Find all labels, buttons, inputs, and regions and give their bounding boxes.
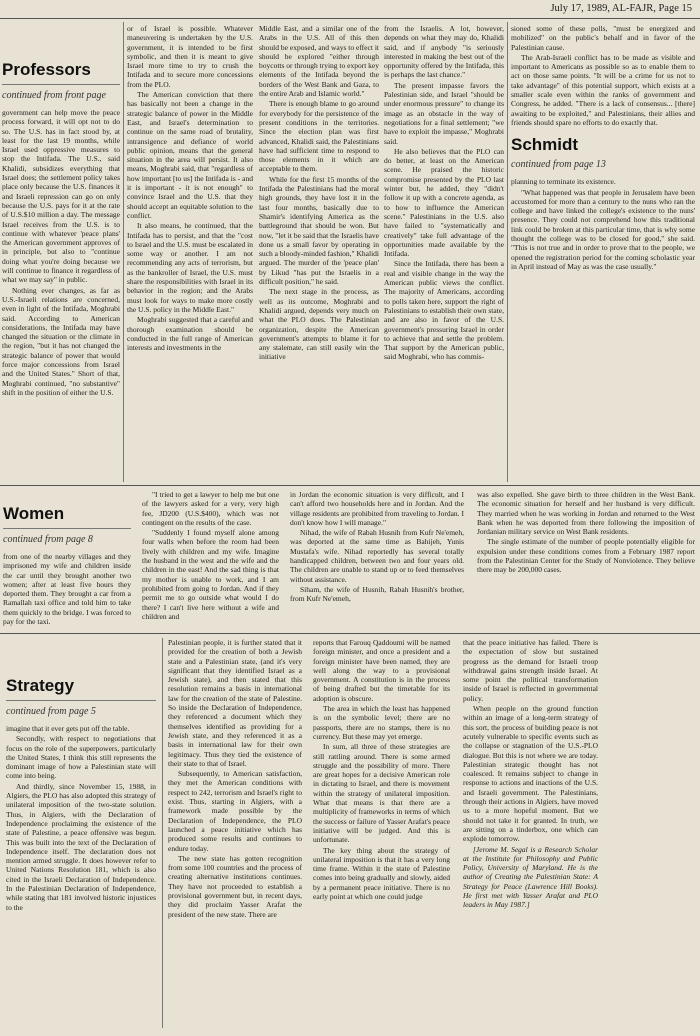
strategy-paragraph: The new state has gotten recognition from some 100 countries and the process of creating alternative institutions continues. They have not proceeded to establish a provisional government but, in recent days, they did proclaim Yasser Arafat the president of the new state. There are [168,853,302,919]
strategy-continued: continued from page 5 [6,706,96,717]
strategy-paragraph: The key thing about the strategy of unilateral imposition is that it has a very long time frame. Within it the state of Palestine comes into being gradually and slowly, aided by a permanent peace initiative. There is no early point at which one could judge [313,845,450,902]
women-paragraph: from one of the nearby villages and they imprisoned my wife and children inside the car until they brought another two women; after at least five hours they deported them. They brought a car from a Ramallah taxi office and told him to take them quickly to the bridge. I was forced to pay for the taxi. [3,552,131,627]
strategy-column-4 [463,638,598,1026]
women-paragraph: was also expelled. She gave birth to three children in the West Bank. The economic situation for herself and her husband is very difficult. They married when he was working in Jordan and returned to the West Bank when he was deported from there following the imposition of Jordanian military service on West Bank residents. [477,490,695,537]
page-dateline: July 17, 1989, AL-FAJR, Page 15 [550,3,692,14]
professors-paragraph: He also believes that the PLO can do better, at least on the American scene. He praised the historic compromise presented by the PLO last winter but, he added, they "didn't follow it up with a concrete agenda, as to how to influence the American scene." Palestinians in the U.S. also have failed to "systematically and creatively" take full advantage of the opportunities made available by the Intifada. [384,146,504,259]
section-rule [0,485,700,486]
women-paragraph: Nihad, the wife of Rabah Husnih from Kufr Ne'emeh, was deported at the same time as Bahijeh, Yunis Mustafa's wife. Nihad reportedly has several totally handicapped children, between two and four years old. The children are unable to stand up or to feed themselves without assistance. [290,528,464,584]
schmidt-paragraph: "What happened was that people in Jerusalem have been accustomed for more than a century to the nuns who ran the college and have linked the college's existence to the nuns' presence. They could not comprehend how this traditional link could be broken at this particular time, that is why some thought the college was to be closed for good," she said. "This is not true and in order to prove that to the people, we opened the registration period for the coming scholastic year in April instead of May as was the case usually." [511,187,695,271]
professors-paragraph: or of Israel is possible. Whatever maneuvering is undertaken by the U.S. government, it is intended to be first symbolic, and then it is meant to give Israel more time to try to crush the Intifada and to secure more concessions from the PLO. [127,24,253,89]
professors-column-5 [511,24,695,482]
professors-paragraph: Middle East, and a similar one of the Arabs in the U.S. All of this then should be exposed, and ways to effect it should be explored "either through boycotts or through trying to export key elements of the Intifada beyond the borders of the West Bank and Gaza, to the entire Arab and Islamic world." [259,24,379,99]
professors-paragraph: Since the Intifada, there has been a real and visible change in the way the American public views the conflict. The majority of Americans, according to polls taken here, support the right of Palestinians to establish their own state, and are also in favor of the U.S. government's pressuring Israel in order to achieve that and settle the problem. That support by the American public, said Moghrabi, who has commis- [384,259,504,362]
strategy-column-2 [168,638,302,1026]
women-continued: continued from page 8 [3,534,93,545]
professors-paragraph: The Arab-Israeli conflict has to be made as visible and important to Americans as possible so as to enable them to act on those same points. "It will be a crime for us not to take advantage" of this potential support, which exists at a smaller scale even within the ranks of government and Congress, he added. "There is a lack of consensus... [there] awaiting to be exploited," and Palestinians, their allies and friends should spare no efforts to do exactly that. [511,52,695,127]
professors-headline: Professors [2,62,91,79]
schmidt-continued: continued from page 13 [511,159,606,171]
women-paragraph: Siham, the wife of Husnih, Rabah Husnih's brother, from Kufr Ne'emeh, [290,584,464,604]
strategy-paragraph: Subsequently, to American satisfaction, they met the American conditions with respect to 242, terrorism and Israel's right to exist. Thus, starting in Algiers, with a framework made possible by the Declaration of Independence, the PLO launched a peace initiative which has produced some results and continues to endure today. [168,769,302,853]
women-headline: Women [3,504,65,523]
strategy-paragraph: imagine that it ever gets put off the table. [6,724,130,733]
strategy-paragraph: When people on the ground function within an image of a long-term strategy of this sort, the process of building peace is not acutely vulnerable to specific events such as the collapse or stagnation of the U.S.-PLO dialogue. But this is not where we are today. Palestinian strategic thought has not coalesced. It remains subject to change in response to actions and inactions of the U.S. and Israeli government. The Palestinians, through their actions in Algiers, have moved us to a more hopeful moment. But we should not take it for granted. In truth, we are sitting on a tinderbox, one which can explode tomorrow. [463,704,598,844]
strategy-headline: Strategy [6,676,75,695]
strategy-paragraph: Secondly, with respect to negotiations that focus on the role of the superpowers, particularly the United States, I think this still represents the dominant image of how a Palestinian state will come into being. [6,734,156,781]
women-column-1 [3,504,131,628]
women-column-3 [290,490,464,628]
professors-column-3 [259,24,379,482]
strategy-paragraph: The area in which the least has happened is on the symbolic level; there are no passports, there are no stamps, there is no currency. But these may yet emerge. [313,704,450,741]
professors-paragraph: The American conviction that there has basically not been a change in the strategic balance of power in the Middle East, and Israel's determination to continue on the same road of brutality, intransigence and defiance of world public opinion, means that the general situation in the area will persist. It also means, Moghrabi said, that "regardless of how important [to us] the Intifada is - and it is important - it is not enough" to convince Israel and the U.S. that they should accept an equitable solution to the conflict. [127,90,253,220]
professors-paragraph: Moghrabi suggested that a careful and thorough examination should be conducted in the full range of American interests and investments in the [127,315,253,353]
women-column-4 [477,490,695,628]
women-paragraph: "Suddenly I found myself alone among four walls when before the room had been lively with children and my wife. Imagine the husband in the west and the wife and the children in the east! And the sad thing is that my mother is unable to work, and I am prohibited from going to Jordan. And if they permit me to go outside what would I do there? I can't live here without a wife and children and [142,528,279,621]
professors-paragraph: The present impasse favors the Palestinian side, and Israel "should be under enormous pressure" to change its image as an obstacle in the way of negotiations for a final settlement; "we have to exploit the impasse," Moghrabi said. [384,80,504,146]
column-divider [162,638,163,1028]
strategy-paragraph: In sum, all three of these strategies are still rattling around. There is some armed struggle and the possibility of more. There are great hopes for a decisive American role in dictating to Israel, and there is movement within the strategy of unilateral imposition. What that means is that there are a multiplicity of frameworks in terms of which the success or failure of Yasser Arafat's peace initiative will be judged. And this is unfortunate. [313,742,450,845]
professors-paragraph: It also means, he continued, that the Intifada has to persist, and that the "cost to Israel and the U.S. must be escalated in some way or another. I am not recommending any acts of terrorism, but as the bankroller of Israel, the U.S. must share the responsibilities with Israel in its behavior in the region; and the Arabs must look for ways to make more costly the U.S. policy in the Middle East." [127,221,253,314]
strategy-headline-rule [6,700,156,701]
professors-paragraph: While for the first 15 months of the Intifada the Palestinians had the moral high grounds, they have lost it in the last four months, basically due to Shamir's identifying America as the battleground that should be won. But now, "let it be said that the Israelis have done us a small favor by operating in such a bloody-minded fashion," Khalidi argued. The murder of the 'peace plan' by Likud "has put the Israelis in a difficult position," he said. [259,174,379,287]
column-divider [507,22,508,482]
women-paragraph: The single estimate of the number of people potentially eligible for expulsion under these conditions comes from a February 1987 report from the Palestinian Center for the Study of Nonviolence. They believe there may be 200,000 cases. [477,537,695,575]
header-rule [0,18,700,19]
professors-column-2 [127,24,253,482]
column-divider [123,22,124,482]
professors-paragraph: There is enough blame to go around for everybody for the persistence of the present conditions in the territories. Since the election plan was first advanced, Khalidi said, the Palestinians have had sufficient time to respond to those elements in it which are acceptable to them. [259,99,379,174]
strategy-paragraph: And thirdly, since November 15, 1988, in Algiers, the PLO has also adopted this strategy of unilateral imposition of the two-state solution. Thus, in Algiers, with the Declaration of Independence proclaiming the existence of the state of Palestine, a peace offensive was begun. This was built into the text of the Declaration of Independence itself. The declaration does not mention armed struggle. It does however refer to United Nations Resolution 181, which is also cited in the Israeli Declaration of Independence. In the Palestinian Declaration of Independence, while stating that 181 involved historic injustices to the [6,781,156,912]
women-paragraph: "I tried to get a lawyer to help me but one of the lawyers asked for a very, very high fee, JD200 (U.S.$400), which was not contingent on the results of the case. [142,490,279,527]
strategy-column-1 [6,676,156,1026]
strategy-paragraph: that the peace initiative has failed. There is the expectation of slow but sustained progress as the demand for Israeli troop withdrawal gains strength inside Israel. At some point the political transformation inside of Israel is reflected in governmental policy. [463,638,598,703]
professors-paragraph: from the Israelis. A lot, however, depends on what they may do, Khalidi said, and if anybody "is seriously interested in making the best out of the opportunity offered by the Intifada, this is perhaps the last chance." [384,24,504,80]
schmidt-paragraph: planning to terminate its existence. [511,177,616,187]
section-rule [0,633,700,634]
professors-column-4 [384,24,504,482]
strategy-paragraph: Palestinian people, it is further stated that it provided for the creation of both a Jewish state and a Palestinian state, (and it's very significant that they identified Israel as a Jewish state), and then stated that this resolution remains a basis in international law for the creation of the state of Palestine. So inside the Declaration of Independence, they referenced a document which they themselves identified as providing for a Jewish state, and they referenced it as a basis in international law for their own legitimacy. Thus they tied the existence of their state to that of Israel. [168,638,302,768]
professors-paragraph: government can help move the peace process forward, it will opt not to do so. The U.S. has in fact stood by, at least for the last 19 months, while Israel used oppressive measures to stop the Intifada. The U.S., said Khalidi, subsidizes everything that Israel does; the settlement policy takes place only because the U.S. finances it and Israeli repression can go on only because the U.S. pays for it at the rate of U.S.$10 million a day. The message Israel receives from the U.S. is to continue with whatever 'peace plans' the American government approves of in principle, but also to "continue doing what you're doing because we will continue to finance it regardless of what we may say" in public. [2,108,120,285]
women-column-2 [142,490,279,628]
professors-paragraph: sioned some of these polls, "must be energized and mobilized" on the public's behalf and in favor of the Palestinian cause. [511,24,695,52]
professors-column-1 [2,62,120,480]
professors-continued: continued from front page [2,90,106,101]
strategy-column-3 [313,638,450,1026]
women-headline-rule [3,528,131,529]
author-bio: [Jerome M. Segal is a Research Scholar at the Institute for Philosophy and Public Policy, University of Maryland. He is the author of Creating the Palestinian State: A Strategy for Peace (Lawrence Hill Books). He first met with Yasser Arafat and PLO leaders in May 1987.] [463,844,598,910]
professors-headline-rule [2,84,120,85]
professors-paragraph: The next stage in the process, as well as its outcome, Moghrabi and Khalidi argued, depends very much on what the PLO does. The Palestinian organization, despite the American government's attempts to blame it for any stalemate, can still easily win the initiative [259,287,379,362]
strategy-paragraph: reports that Farouq Qaddoumi will be named foreign minister, and once a president and a foreign minister have been named, they are well along the way to a provisional government. A constitution is in the process of being drafted but the timetable for its adoption is obscure. [313,638,450,703]
schmidt-headline: Schmidt [511,135,579,155]
professors-paragraph: Nothing ever changes, as far as U.S.-Israeli relations are concerned, even in light of the Intifada, Moghrabi said. According to American considerations, the Intifada may have changed the situation or the climate in the region, "but it has not changed the strategic balance of power that would force major concessions from Israel and the United States." Short of that, Moghrabi continued, "no substantive" shift in the position of either the U.S. [2,285,120,397]
women-paragraph: in Jordan the economic situation is very difficult, and I can't afford two households here and in Jordan. And the village residents are prohibited from traveling to Jordan. I don't know how I will manage." [290,490,464,527]
